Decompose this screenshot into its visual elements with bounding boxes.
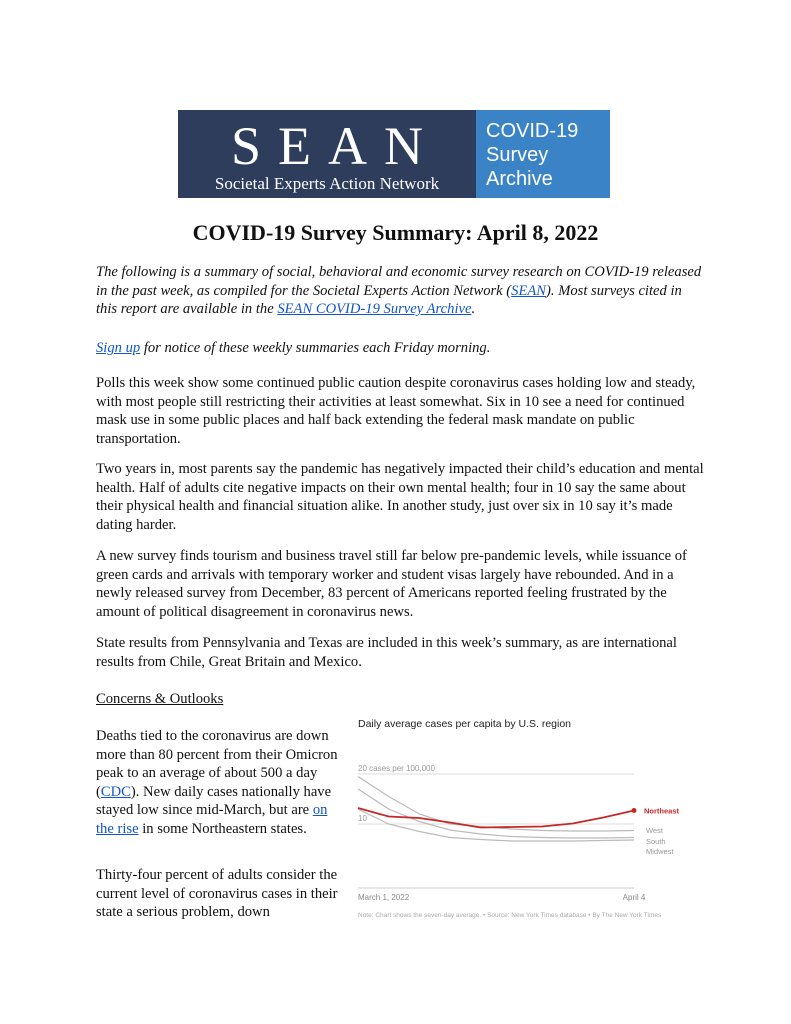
concerns-text-2: ). New daily cases nationally have stayed low since mid-March, but are — [96, 783, 332, 818]
x-tick-label: March 1, 2022 — [358, 893, 410, 902]
series-label: Midwest — [646, 847, 674, 856]
x-tick-label: April 4 — [622, 893, 646, 902]
intro-text-1: The following is a summary of social, behavioral and economic survey research on COVID-19 released in the past week, as compiled for the Societal Experts Action Network ( — [96, 264, 702, 299]
page-title: COVID-19 Survey Summary: April 8, 2022 — [192, 220, 599, 245]
intro-text-3: . — [471, 301, 476, 317]
regional-cases-chart — [352, 736, 682, 946]
series-label: Northeast — [644, 806, 680, 816]
concerns-text-1: Deaths tied to the coronavirus are down more than 80 percent from their Omicron peak to an average of about 500 a day ( — [96, 728, 338, 800]
summary-paragraph-4: State results from Pennsylvania and Texas are included in this week’s summary, as are international results from Chile, Great Britain and Mexico. — [96, 635, 677, 670]
banner-subtitle: Societal Experts Action Network — [214, 174, 440, 193]
concerns-paragraph-1 — [96, 727, 346, 838]
concerns-text-3: in some Northeastern states. — [138, 820, 307, 837]
summary-paragraph-2: Two years in, most parents say the pandemic has negatively impacted their child’s education and mental health. Half of adults cite negative impacts on their own mental health; four in 10 say the same about their physical health and financial situation alike. In another study, just over six in 10 say it’s made dating harder. — [96, 461, 704, 533]
survey-archive-link[interactable]: SEAN COVID-19 Survey Archive — [277, 301, 472, 317]
banner-right-line2: Survey — [486, 144, 549, 166]
y-tick-label: 10 — [358, 814, 367, 823]
signup-paragraph — [96, 339, 706, 358]
banner-right-line3: Archive — [486, 168, 553, 190]
concerns-paragraph-2: Thirty-four percent of adults consider the current level of coronavirus cases in their state a serious problem, down — [96, 867, 338, 920]
cdc-link[interactable]: CDC — [100, 783, 131, 800]
series-label: South — [646, 837, 666, 846]
chart-note: Note: Chart shows the seven-day average. • Source: New York Times database • By The New York Times — [358, 912, 662, 919]
on-the-rise-link[interactable]: on the rise — [96, 802, 328, 837]
section-heading: Concerns & Outlooks — [96, 691, 224, 707]
series-line-west — [358, 777, 634, 832]
intro-text-2: ). Most surveys cited in this report are available in the — [96, 282, 682, 317]
sign-up-link[interactable]: Sign up — [96, 340, 141, 356]
banner-right-line1: COVID-19 — [486, 120, 579, 142]
banner-right-panel — [476, 110, 610, 198]
chart-title: Daily average cases per capita by U.S. region — [358, 718, 572, 730]
y-tick-label: 20 cases per 100,000 — [358, 764, 435, 773]
sean-banner-logo — [178, 110, 610, 198]
intro-paragraph — [96, 263, 706, 319]
summary-paragraph-1: Polls this week show some continued public caution despite coronavirus cases holding low and steady, with most people still restricting their activities at least somewhat. Six in 10 see a need for continued mask use in some public places and half back extending the federal mask mandate on public transportation. — [96, 375, 696, 447]
series-label: West — [646, 826, 663, 835]
northeast-endpoint-marker — [632, 808, 637, 813]
banner-left-panel — [178, 110, 476, 198]
summary-paragraph-3: A new survey finds tourism and business travel still far below pre-pandemic levels, while issuance of green cards and arrivals with temporary worker and student visas largely have rebounded. And in a newly released survey from December, 83 percent of Americans reported feeling frustrated by the amount of political disagreement in coronavirus news. — [96, 548, 687, 620]
banner-acronym: SEAN — [230, 116, 440, 176]
series-line-northeast — [358, 808, 634, 828]
signup-text: for notice of these weekly summaries each Friday morning. — [140, 340, 491, 356]
sean-link[interactable]: SEAN — [511, 282, 547, 299]
